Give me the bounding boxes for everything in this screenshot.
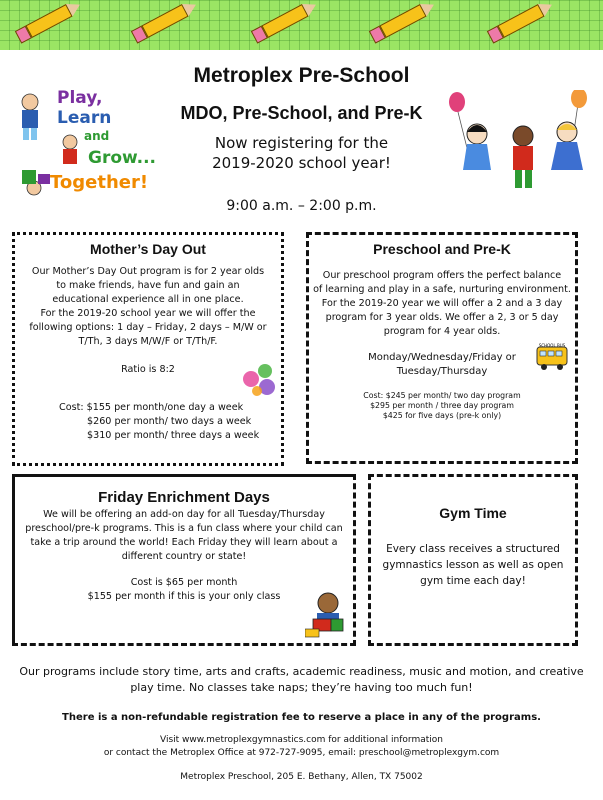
contact-info [0, 734, 603, 760]
friday-enrichment-description [15, 508, 353, 564]
logo-word-together: Together! [50, 172, 149, 193]
programs-summary [10, 664, 593, 696]
logo-word-learn: Learn [57, 108, 112, 128]
mothers-day-out-box [12, 232, 284, 466]
text-line: play time. No classes take naps; they’re having too much fun! [130, 681, 473, 694]
text-line: educational experience all in one place. [52, 294, 244, 305]
text-line: preschool/pre-k programs. This is a fun class where your child can [25, 523, 343, 534]
text-line: take a trip around the world! Each Friday they will learn about a [30, 537, 338, 548]
logo-word-play: Play, [57, 88, 103, 108]
preschool-costs [309, 391, 575, 421]
cost-line: Cost: $155 per month/one day a week [59, 402, 244, 413]
text-line: different country or state! [121, 551, 247, 562]
registration-line: Now registering for the [214, 134, 389, 152]
child-reading-icon [305, 589, 351, 639]
registration-notice [0, 133, 603, 173]
gym-time-box [368, 474, 578, 646]
text-line: Tuesday/Thursday [396, 366, 488, 377]
text-line: following options: 1 day – Friday, 2 days – M/W or [29, 322, 267, 333]
page-title: Metroplex Pre-School [193, 64, 410, 87]
preschool-description [309, 269, 575, 339]
cost-line: $295 per month / three day program [370, 401, 514, 410]
text-line: to make friends, have fun and gain an [56, 280, 240, 291]
mothers-day-out-heading: Mother’s Day Out [90, 241, 206, 257]
friday-enrichment-box [12, 474, 356, 646]
pencil-icon [487, 0, 555, 44]
pencil-banner [0, 0, 603, 50]
text-line: T/Th, 3 days M/W/F or T/Th/F. [78, 336, 218, 347]
preschool-box [306, 232, 578, 464]
text-line: Our Mother’s Day Out program is for 2 year olds [31, 266, 265, 277]
pencil-icon [15, 0, 83, 44]
text-line: Our programs include story time, arts and crafts, academic readiness, music and motion, and creative [19, 665, 584, 678]
cost-line: Cost: $245 per month/ two day program [363, 391, 521, 400]
text-line: For the 2019-20 school year we will offer the [40, 308, 256, 319]
gym-time-heading: Gym Time [439, 505, 507, 521]
text-line: We will be offering an add-on day for all Tuesday/Thursday [43, 509, 325, 520]
bus-label: SCHOOL BUS [538, 343, 566, 348]
text-line: of learning and play in a safe, nurturing environment. [313, 284, 571, 295]
text-line: or contact the Metroplex Office at 972-727-9095, email: preschool@metroplexgym.com [103, 748, 500, 758]
cost-line: $310 per month/ three days a week [87, 430, 260, 441]
pencil-icon [131, 0, 199, 44]
cost-line: $155 per month if this is your only class [87, 591, 281, 602]
text-line: program for 3 year olds. We offer a 2, 3 or 5 day [325, 312, 559, 323]
ratio: Ratio is 8:2 [121, 364, 175, 375]
gym-time-description [371, 541, 575, 589]
hours: 9:00 a.m. – 2:00 p.m. [226, 198, 377, 214]
mothers-day-out-costs [15, 401, 281, 443]
cost-line: $260 per month/ two days a week [87, 416, 252, 427]
pencil-icon [369, 0, 437, 44]
text-line: Our preschool program offers the perfect balance [322, 270, 562, 281]
pencil-icon [251, 0, 319, 44]
logo-word-grow: Grow... [88, 148, 157, 168]
page-subtitle: MDO, Pre-School, and Pre-K [180, 103, 423, 123]
preschool-heading: Preschool and Pre-K [373, 241, 511, 257]
text-line: Monday/Wednesday/Friday or [368, 352, 516, 363]
text-line: program for 4 year olds. [383, 326, 501, 337]
address: Metroplex Preschool, 205 E. Bethany, Allen, TX 75002 [180, 772, 423, 782]
cost-line: Cost is $65 per month [130, 577, 238, 588]
text-line: Visit www.metroplexgymnastics.com for additional information [160, 735, 443, 745]
registration-fee-notice: There is a non-refundable registration fee to reserve a place in any of the programs. [62, 712, 541, 723]
text-line: Every class receives a structured [386, 543, 560, 555]
school-bus-icon [535, 343, 569, 373]
text-line: For the 2019-20 year we will offer a 2 and a 3 day [321, 298, 563, 309]
handprint-icon [237, 355, 281, 399]
friday-enrichment-heading: Friday Enrichment Days [98, 489, 270, 506]
text-line: gymnastics lesson as well as open [382, 559, 564, 571]
logo-word-and: and [84, 129, 110, 143]
registration-line: 2019-2020 school year! [212, 154, 391, 172]
cost-line: $425 for five days (pre-k only) [382, 411, 502, 420]
friday-enrichment-costs [15, 576, 353, 604]
text-line: gym time each day! [420, 575, 526, 587]
mothers-day-out-description [15, 265, 281, 349]
